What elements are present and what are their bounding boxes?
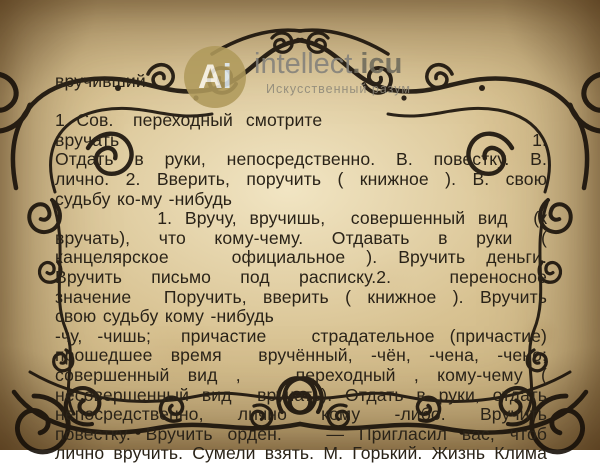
article-line: свою судьбу кому -нибудь <box>55 306 274 327</box>
blank-line <box>55 92 547 112</box>
logo-title: intellect.icu <box>254 48 403 80</box>
article-line: Вручить письмо под расписку.2. переносное <box>55 266 547 287</box>
article-line: непосредственно, лично кому -либо. Вручить <box>55 404 547 425</box>
dictionary-article <box>55 72 547 464</box>
jump-number: 1. <box>532 129 547 150</box>
article-line: лично. 2. Вверить, поручить ( книжное ). В. свою <box>55 168 547 189</box>
article-line: -чу, -чишь; причастие страдательное (причастие) <box>55 325 547 346</box>
article-jump-line <box>55 131 547 151</box>
logo-monogram: Ai <box>197 58 232 96</box>
jump-word: вручать <box>55 129 120 150</box>
article-line: совершенный вид , переходный , кому-чему ( <box>55 364 547 385</box>
article-line: Отдать в руки, непосредственно. В. повестку. В. <box>55 149 547 170</box>
article-line: судьбу ко-му -нибудь <box>55 188 233 209</box>
article-line: вручать), что кому-чему. Отдавать в руки ( <box>55 227 547 248</box>
logo-subtitle: Искусственный разум <box>266 82 411 96</box>
article-line: несовершенный вид вручать). Отдать в руки, отдать <box>55 384 547 405</box>
article-line: 1. Сов. переходный смотрите <box>55 110 323 131</box>
logo-tld: .icu <box>352 48 403 80</box>
headword: вручивший <box>55 71 146 91</box>
article-line: значение Поручить, вверить ( книжное ). Вручить <box>55 286 547 307</box>
article-line: прошедшее время вручённый, -чён, -чена, -чено; <box>55 345 547 366</box>
article-line: лично вручить. Сумели взять. М. Горький. Жизнь Клима <box>55 443 547 464</box>
article-line: 1. Вручу, вручишь, совершенный вид (к <box>55 208 547 229</box>
article-line: повестку. Вручить орден. — Пригласил вас, чтоб <box>55 423 547 444</box>
article-line: канцелярское официальное ). Вручить деньги. <box>55 247 547 268</box>
